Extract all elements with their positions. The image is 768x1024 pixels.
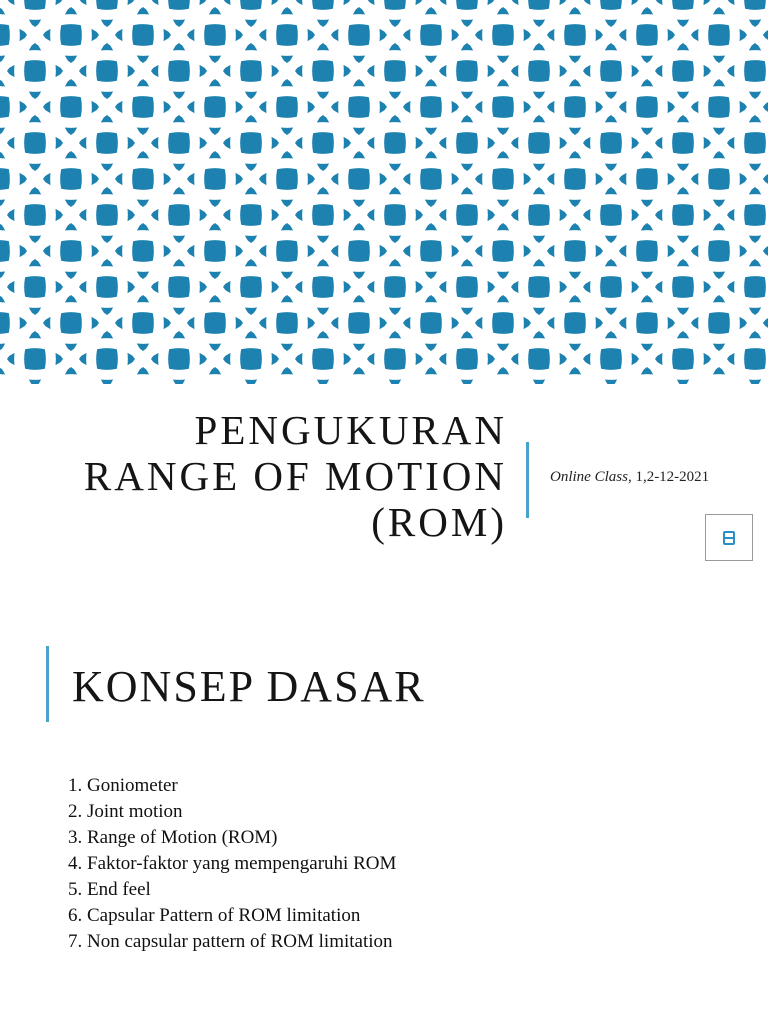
list-item: 2. Joint motion (68, 801, 183, 822)
topic-list (68, 773, 396, 955)
subtitle-italic: Online Class (550, 469, 628, 485)
title-line-2: RANGE OF MOTION (83, 453, 507, 499)
slide-thumbnail-button[interactable] (705, 514, 753, 561)
list-item: 4. Faktor-faktor yang mempengaruhi ROM (68, 853, 397, 874)
list-item: 6. Capsular Pattern of ROM limitation (68, 905, 361, 926)
slide-thumbnail-icon (723, 531, 735, 545)
slide-title (20, 407, 507, 545)
list-item: 5. End feel (68, 879, 151, 900)
subtitle-date: , 1,2-12-2021 (627, 469, 710, 485)
section-heading: KONSEP DASAR (72, 662, 426, 711)
list-item: 7. Non capsular pattern of ROM limitation (68, 931, 393, 952)
list-item: 1. Goniometer (68, 775, 178, 796)
subtitle (550, 469, 709, 486)
title-line-1: PENGUKURAN (194, 407, 507, 453)
section-accent-bar (46, 646, 49, 722)
title-line-3: (ROM) (371, 499, 507, 545)
title-accent-bar (526, 442, 529, 518)
circle-lattice-pattern (0, 0, 768, 384)
list-item: 3. Range of Motion (ROM) (68, 827, 278, 848)
pattern-banner (0, 0, 768, 384)
